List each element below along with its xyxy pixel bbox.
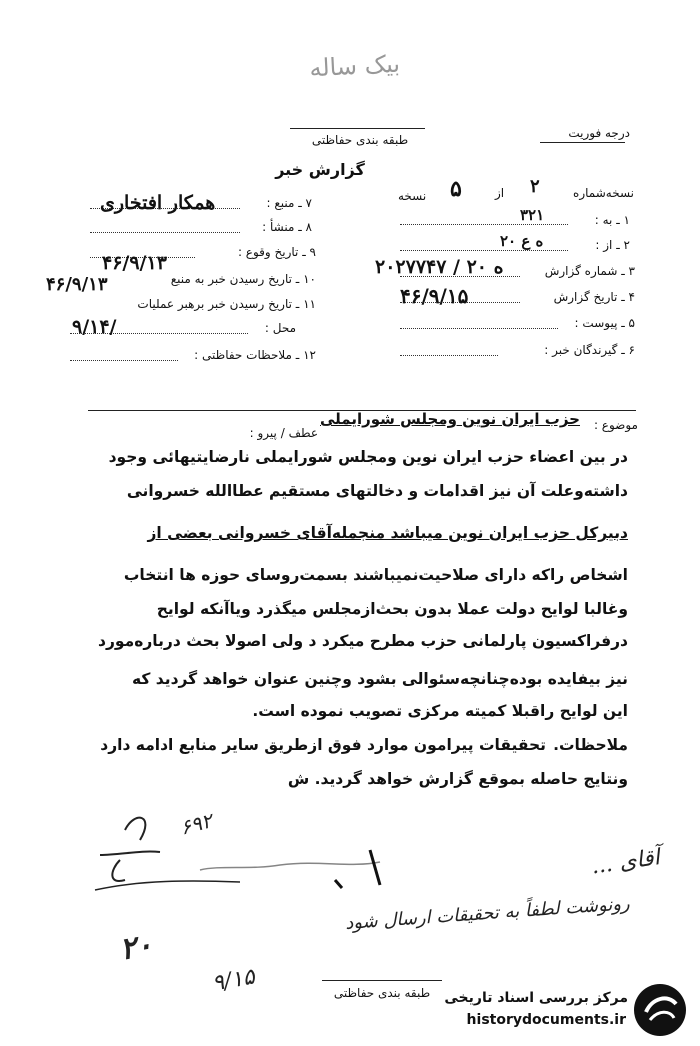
handwritten-date-bottom: ۹/۱۵ [210, 964, 257, 997]
to-line [400, 224, 568, 225]
occurrence-date-label: ۹ ـ تاریخ وقوع : [237, 245, 316, 259]
recipients-label: ۶ ـ گیرندگان خبر : [544, 343, 635, 357]
remarks-label: ملاحظات. [553, 736, 628, 754]
body-line-6: درفراکسیون پارلمانی حزب مطرح میکرد د ولی اصولا بحث درباره‌مورد [98, 632, 628, 650]
ops-receipt-label: ۱۱ ـ تاریخ رسیدن خبر برهبر عملیات [137, 297, 316, 311]
attachment-line [400, 328, 558, 329]
copy-number-label: نسخه‌شماره [573, 186, 634, 200]
body-line-8: این لوایح راقبلا کمیته مرکزی تصویب نموده است. [252, 702, 628, 720]
body-line-4: اشخاص راکه دارای صلاحیت‌نمیباشند بسمت‌روسای حوزه ها انتخاب [123, 566, 628, 584]
copy-label: نسخه [398, 189, 427, 203]
urgency-label: درجه فوریت [568, 126, 630, 140]
body-line-2: داشته‌وعلت آن نیز اقدامات و دخالتهای مستقیم عطاالله خسروانی [126, 482, 628, 500]
origin-label: ۸ ـ منشأ : [262, 220, 312, 234]
urgency-rule [540, 142, 625, 143]
to-value: ۳۲۱ [520, 206, 545, 224]
remarks-line-2: ونتایج حاصله بموقع گزارش خواهد گردید. ش [287, 770, 628, 788]
handwritten-signature-left: ۲۰ [117, 927, 156, 968]
report-date-label: ۴ ـ تاریخ گزارش [553, 290, 635, 304]
report-date-value: ۴۶/۹/۱۵ [400, 284, 469, 308]
archive-name: مرکز بررسی اسناد تاریخی [444, 990, 628, 1006]
handwritten-note: رونوشت لطفاً به تحقیقات ارسال شود [344, 893, 631, 934]
place-label: محل : [264, 321, 296, 335]
body-line-3: دبیرکل حزب ایران نوین میباشد منجمله‌آقای خسروانی بعضی از [147, 524, 628, 542]
report-number-value: ۲۰۲۷۷۴۷ / ۲۰ ه [375, 256, 504, 278]
occurrence-date-value: ۴۶/۹/۱۳ [102, 252, 167, 274]
classification-rule [290, 128, 425, 129]
footer-classification-label: طبقه بندی حفاظتی [333, 986, 431, 1000]
subject-value: حزب ایران نوین ومجلس شورایملی [320, 410, 580, 428]
body-line-5: وغالبا لوایح دولت عملا بدون بحث‌ازمجلس میگذرد ویاآنکه لوایح [156, 600, 628, 618]
archive-url: historydocuments.ir [466, 1012, 626, 1028]
classification-label: طبقه بندی حفاظتی [311, 133, 409, 147]
signature-scribbles [80, 810, 410, 940]
report-title: گزارش خبر [275, 160, 365, 179]
from-line [400, 250, 568, 251]
source-value: همکار افتخاری [100, 192, 216, 214]
security-notes-line [70, 360, 178, 361]
receipt-date-value: ۴۶/۹/۱۳ [46, 274, 108, 295]
of-value: ۵ [450, 176, 462, 202]
to-label: ۱ ـ به : [594, 213, 630, 227]
top-faded-stamp: بیک ساله [308, 49, 401, 83]
reference-label: عطف / پیرو : [249, 426, 318, 440]
handwritten-annotation-top: ۶۹۲ [177, 808, 215, 840]
receipt-date-label: ۱۰ ـ تاریخ رسیدن خبر به منبع [170, 272, 316, 286]
source-label: ۷ ـ منبع : [266, 196, 312, 210]
body-line-1: در بین اعضاء حزب ایران نوین ومجلس شورایملی نارضایتیهائی وجود [108, 448, 628, 466]
attachment-label: ۵ ـ پیوست : [574, 316, 635, 330]
place-value: ۹/۱۴/ [72, 316, 117, 338]
of-label: از [495, 186, 505, 200]
report-number-label: ۳ ـ شماره گزارش [544, 264, 635, 278]
footer-classification-rule [322, 980, 442, 981]
origin-line [90, 232, 240, 233]
copy-number-value: ۲ [530, 176, 540, 197]
from-value: ۲۰ ه ع [500, 232, 544, 250]
remarks-line-1: تحقیقات پیرامون موارد فوق ازطریق سایر منابع ادامه دارد [100, 736, 546, 754]
from-label: ۲ ـ از : [595, 238, 630, 252]
body-line-7: نیز بیفایده بوده‌چنانچه‌سئوالی بشود وچنین عنوان خواهد گردید که [131, 670, 628, 688]
subject-label: موضوع : [593, 418, 638, 432]
recipients-line [400, 355, 498, 356]
archive-logo-icon [632, 982, 688, 1038]
handwritten-agency: آقای ... [589, 845, 662, 880]
security-notes-label: ۱۲ ـ ملاحظات حفاظتی : [194, 348, 316, 362]
